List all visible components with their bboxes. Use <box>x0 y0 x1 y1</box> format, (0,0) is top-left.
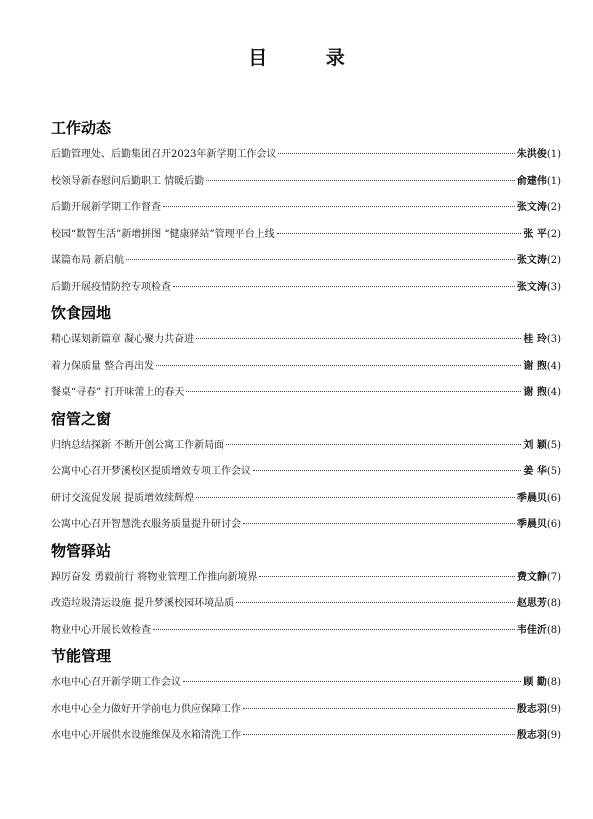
entry-page-number: (5) <box>546 439 561 451</box>
entry-title: 校园“数智生活”新增拼图 “健康驿站”管理平台上线 <box>51 228 275 240</box>
entry-author: 谢 煦 <box>523 360 547 372</box>
dot-leader <box>243 734 515 735</box>
entry-page-number: (8) <box>546 598 561 609</box>
entry-title: 校领导新春慰问后勤职工 情暖后勤 <box>51 175 205 187</box>
entry-author: 赵思芳 <box>516 598 547 609</box>
toc-section <box>51 116 561 301</box>
toc-entry[interactable] <box>51 142 561 169</box>
entry-page-number: (6) <box>546 492 561 504</box>
entry-page-number: (2) <box>546 228 561 240</box>
entry-page-number: (1) <box>546 175 561 187</box>
toc-entry[interactable] <box>51 354 561 381</box>
dot-leader <box>278 153 514 154</box>
dot-leader <box>253 470 521 471</box>
toc-section <box>51 407 561 539</box>
section-heading: 宿管之窗 <box>51 409 112 428</box>
entry-title: 餐桌“寻春” 打开味蕾上的春天 <box>51 387 185 398</box>
entry-title: 水电中心召开新学期工作会议 <box>51 677 181 688</box>
entry-page-number: (8) <box>546 677 561 688</box>
entry-title: 研讨交流促发展 提质增效续辉煌 <box>51 492 195 504</box>
section-heading: 节能管理 <box>51 647 112 665</box>
toc-entry[interactable] <box>51 248 561 275</box>
toc-section <box>51 539 561 645</box>
entry-author: 朱洪俊 <box>516 149 547 160</box>
entry-page-number: (6) <box>546 519 561 530</box>
toc-entry[interactable] <box>51 222 561 249</box>
entry-page-number: (3) <box>546 334 561 345</box>
page-title: 目 录 <box>248 47 371 69</box>
toc-entry[interactable] <box>51 670 561 697</box>
entry-page-number: (5) <box>546 466 561 477</box>
entry-author: 季晨贝 <box>516 492 547 504</box>
entry-author: 张文涛 <box>516 281 547 293</box>
dot-leader <box>183 681 521 682</box>
entry-author: 费文静 <box>516 571 547 583</box>
toc-entry[interactable] <box>51 169 561 196</box>
entry-page-number: (9) <box>546 703 561 715</box>
entry-page-number: (1) <box>546 149 561 160</box>
entry-title: 改造垃圾清运设施 提升梦溪校园环境品质 <box>51 598 235 609</box>
section-heading: 物管驿站 <box>51 541 112 560</box>
dot-leader <box>243 523 515 524</box>
entry-title: 谋篇布局 新启航 <box>51 255 125 266</box>
dot-leader <box>277 233 522 234</box>
toc-entry[interactable] <box>51 618 561 645</box>
entry-page-number: (2) <box>546 255 561 266</box>
dot-leader <box>196 338 521 339</box>
entry-author: 俞建伟 <box>516 175 547 187</box>
entry-title: 着力保质量 整合再出发 <box>51 360 155 372</box>
entry-author: 张文涛 <box>516 255 547 266</box>
toc-entry[interactable] <box>51 723 561 750</box>
entry-title: 归纳总结探新 不断开创公寓工作新局面 <box>51 439 225 451</box>
entry-author: 谢 煦 <box>523 387 547 398</box>
toc-entry[interactable] <box>51 697 561 724</box>
entry-author: 刘 颖 <box>523 439 547 451</box>
toc-entry[interactable] <box>51 327 561 354</box>
entry-title: 踔厉奋发 勇毅前行 将物业管理工作推向新境界 <box>51 571 258 583</box>
toc-section <box>51 301 561 407</box>
entry-author: 韦佳沂 <box>516 624 547 636</box>
entry-page-number: (4) <box>546 387 561 398</box>
entry-title: 水电中心开展供水设施维保及水箱清洗工作 <box>51 730 241 741</box>
entry-title: 公寓中心召开智慧洗衣服务质量提升研讨会 <box>51 519 241 530</box>
entry-author: 殷志羽 <box>516 703 547 715</box>
entry-page-number: (7) <box>546 571 561 583</box>
entry-author: 殷志羽 <box>516 730 547 741</box>
toc-entry[interactable] <box>51 459 561 486</box>
entry-author: 顾 勤 <box>523 677 547 688</box>
entry-page-number: (4) <box>546 360 561 372</box>
dot-leader <box>153 629 515 630</box>
toc-entry[interactable] <box>51 565 561 592</box>
toc-entry[interactable] <box>51 380 561 407</box>
dot-leader <box>196 497 515 498</box>
entry-author: 张文涛 <box>516 202 547 213</box>
toc-entry[interactable] <box>51 195 561 222</box>
entry-title: 后勤开展新学期工作督查 <box>51 202 161 213</box>
entry-title: 后勤开展疫情防控专项检查 <box>51 281 171 293</box>
dot-leader <box>226 444 521 445</box>
table-of-contents <box>51 116 561 750</box>
entry-page-number: (2) <box>546 202 561 213</box>
entry-page-number: (8) <box>546 624 561 636</box>
entry-author: 张 平 <box>523 228 547 240</box>
dot-leader <box>126 259 515 260</box>
toc-section <box>51 644 561 750</box>
toc-entry[interactable] <box>51 486 561 513</box>
entry-page-number: (9) <box>546 730 561 741</box>
entry-title: 后勤管理处、后勤集团召开2023年新学期工作会议 <box>51 149 277 160</box>
entry-title: 水电中心全力做好开学前电力供应保障工作 <box>51 703 241 715</box>
toc-entry[interactable] <box>51 275 561 302</box>
toc-entry[interactable] <box>51 433 561 460</box>
entry-author: 姜 华 <box>523 466 547 477</box>
dot-leader <box>173 286 515 287</box>
entry-page-number: (3) <box>546 281 561 293</box>
entry-title: 物业中心开展长效检查 <box>51 624 151 636</box>
entry-title: 公寓中心召开梦溪校区提质增效专项工作会议 <box>51 466 251 477</box>
section-heading: 饮食园地 <box>51 304 112 322</box>
dot-leader <box>163 206 515 207</box>
toc-entry[interactable] <box>51 512 561 539</box>
entry-author: 桂 玲 <box>523 334 547 345</box>
section-heading: 工作动态 <box>51 119 112 137</box>
entry-title: 精心谋划新篇章 凝心聚力共奋进 <box>51 334 195 345</box>
dot-leader <box>206 180 515 181</box>
toc-entry[interactable] <box>51 591 561 618</box>
dot-leader <box>243 708 515 709</box>
dot-leader <box>186 391 521 392</box>
dot-leader <box>236 602 515 603</box>
dot-leader <box>156 365 521 366</box>
dot-leader <box>259 576 514 577</box>
entry-author: 季晨贝 <box>516 519 547 530</box>
